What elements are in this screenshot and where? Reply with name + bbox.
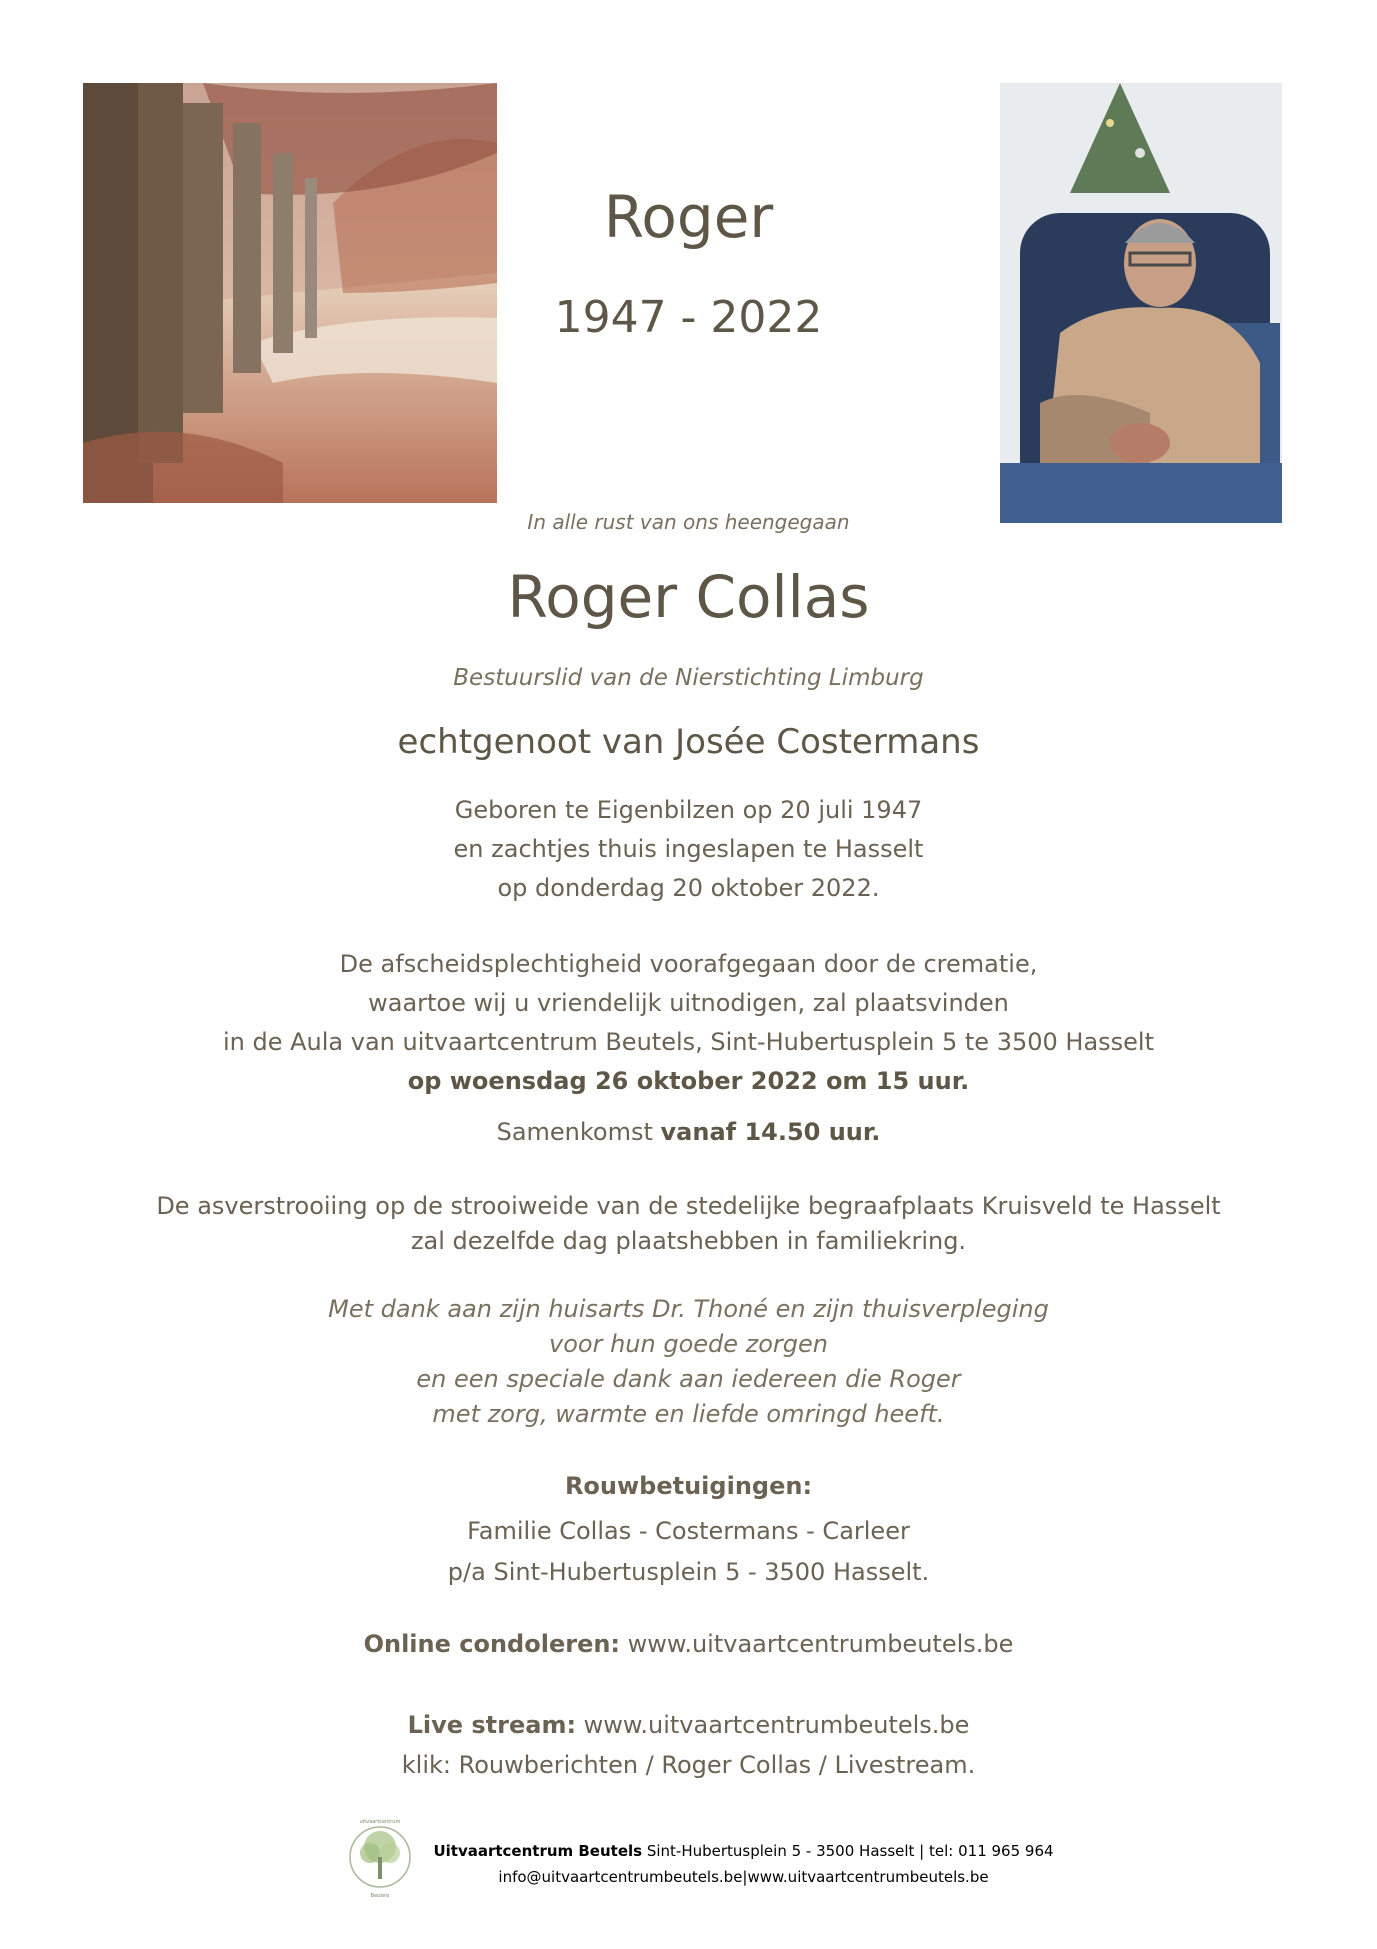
- birth-line: Geboren te Eigenbilzen op 20 juli 1947: [454, 796, 923, 824]
- birth-death-info: [0, 791, 1377, 908]
- ceremony-date: op woensdag 26 oktober 2022 om 15 uur.: [407, 1067, 970, 1095]
- thanks-line: Met dank aan zijn huisarts Dr. Thoné en zijn thuisverpleging: [328, 1295, 1049, 1323]
- footer-contact: [0, 1838, 1377, 1890]
- thanks-line: met zorg, warmte en liefde omringd heeft.: [432, 1400, 945, 1428]
- gathering-info: [0, 1118, 1377, 1146]
- condolences-address: [0, 1511, 1377, 1593]
- first-name: Roger: [603, 183, 774, 251]
- thanks-text: [0, 1292, 1377, 1432]
- company-email-web[interactable]: info@uitvaartcentrumbeutels.be|www.uitvaartcentrumbeutels.be: [498, 1868, 989, 1886]
- thanks-line: voor hun goede zorgen: [549, 1330, 828, 1358]
- online-condolences: [0, 1630, 1377, 1658]
- ashes-info: [0, 1189, 1377, 1259]
- ceremony-line: in de Aula van uitvaartcentrum Beutels, Sint-Hubertusplein 5 te 3500 Hasselt: [222, 1028, 1155, 1056]
- ceremony-line: waartoe wij u vriendelijk uitnodigen, zal plaatsvinden: [368, 989, 1009, 1017]
- role-text: Bestuurslid van de Nierstichting Limburg: [453, 665, 924, 691]
- condolences-family: Familie Collas - Costermans - Carleer: [467, 1517, 910, 1545]
- ceremony-line: De afscheidsplechtigheid voorafgegaan door de crematie,: [339, 950, 1038, 978]
- date-line: op donderdag 20 oktober 2022.: [497, 874, 880, 902]
- ashes-line: De asverstrooiing op de strooiweide van de stedelijke begraafplaats Kruisveld te Hasselt: [156, 1192, 1221, 1220]
- company-address: Sint-Hubertusplein 5 - 3500 Hasselt | tel: 011 965 964: [642, 1842, 1054, 1860]
- ashes-line: zal dezelfde dag plaatshebben in familiekring.: [410, 1227, 967, 1255]
- passing-line: en zachtjes thuis ingeslapen te Hasselt: [453, 835, 924, 863]
- live-label: Live stream:: [407, 1711, 577, 1739]
- gathering-time: vanaf 14.50 uur.: [660, 1118, 881, 1146]
- live-instructions: klik: Rouwberichten / Roger Collas / Livestream.: [401, 1751, 976, 1779]
- logo-text-top: uitvaartcentrum: [359, 1819, 401, 1825]
- intro-text: In alle rust van ons heengegaan: [527, 510, 850, 534]
- spouse-text: echtgenoot van Josée Costermans: [397, 722, 980, 762]
- condolences-title: Rouwbetuigingen:: [564, 1472, 813, 1500]
- online-link[interactable]: www.uitvaartcentrumbeutels.be: [620, 1630, 1014, 1658]
- company-name: Uitvaartcentrum Beutels: [433, 1842, 643, 1860]
- deceased-name: Roger Collas: [507, 563, 870, 631]
- condolences-street: p/a Sint-Hubertusplein 5 - 3500 Hasselt.: [447, 1558, 930, 1586]
- live-link[interactable]: www.uitvaartcentrumbeutels.be: [576, 1711, 970, 1739]
- logo-text-bottom: Beutels: [370, 1893, 390, 1899]
- live-stream: [0, 1705, 1377, 1785]
- life-years: 1947 - 2022: [554, 292, 823, 343]
- ceremony-info: [0, 945, 1377, 1101]
- online-label: Online condoleren:: [363, 1630, 621, 1658]
- gathering-label: Samenkomst: [496, 1118, 661, 1146]
- thanks-line: en een speciale dank aan iedereen die Roger: [416, 1365, 961, 1393]
